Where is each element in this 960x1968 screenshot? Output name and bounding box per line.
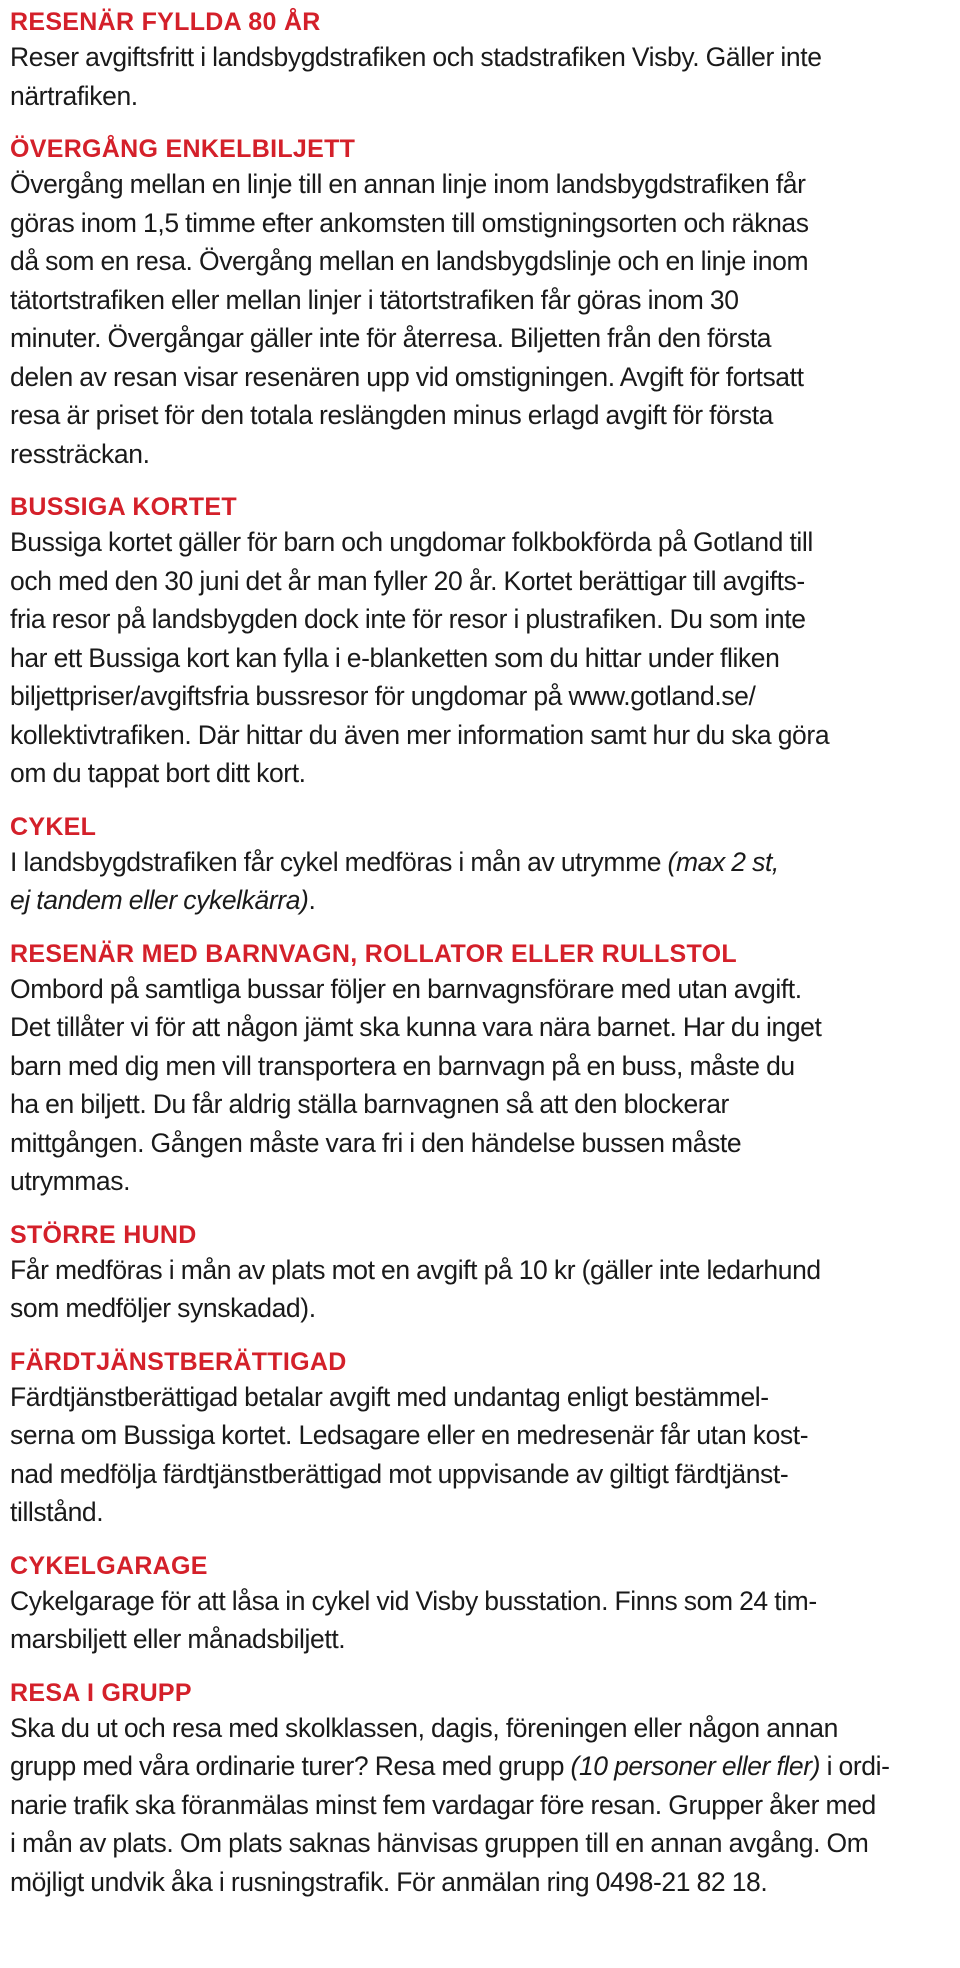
section-text-italic: (10 personer eller fler): [570, 1751, 821, 1781]
section-text-plain: I landsbygdstrafiken får cykel medföras i mån av utrymme: [10, 846, 668, 877]
section-cykel: [10, 811, 950, 920]
section-text: Övergång mellan en linje till en annan linje inom landsbygdstrafiken får göras inom 1,5 timme efter ankomsten till omstigningsorten och räknas då som en resa. Övergång mellan en landsbygdslinje och en linje inom tätortstrafiken eller mellan linjer i tätortstrafiken får göras inom 30 minuter. Övergångar gäller inte för återresa. Biljetten från den första delen av resan visar resenären upp vid omstigningen. Avgift för fortsatt resa är priset för den totala reslängden minus erlagd avgift för första ressträckan.: [10, 169, 809, 469]
section-text: [10, 843, 950, 920]
section-heading: RESA I GRUPP: [10, 1678, 192, 1707]
section-fardtjanst: [10, 1346, 950, 1532]
section-text-plain-end: i ordi- narie trafik ska föranmälas minst fem vardagar före resan. Grupper åker med i mån av plats. Om plats saknas hänvisas gruppen till en annan avgång. Om möjligt undvik åka i rusningstrafik. För anmälan ring 0498-21 82 18.: [10, 1751, 890, 1897]
section-text: Cykelgarage för att låsa in cykel vid Visby busstation. Finns som 24 tim- marsbiljett eller månadsbiljett.: [10, 1585, 817, 1654]
section-bussiga-kortet: [10, 491, 950, 793]
section-text-plain: Ska du ut och resa med skolklassen, dagis, föreningen eller någon annan grupp med våra ordinarie turer? Resa med grupp: [10, 1712, 838, 1781]
section-heading: RESENÄR FYLLDA 80 ÅR: [10, 8, 321, 36]
section-text: Får medföras i mån av plats mot en avgift på 10 kr (gäller inte ledarhund som medföljer synskadad).: [10, 1254, 821, 1323]
section-text: Färdtjänstberättigad betalar avgift med undantag enligt bestämmel- serna om Bussiga kortet. Ledsagare eller en medresenär får utan kost- nad medfölja färdtjänstberättigad mot uppvisande av giltigt färdtjänst- tillstånd.: [10, 1381, 809, 1527]
section-cykelgarage: [10, 1550, 950, 1659]
section-heading: STÖRRE HUND: [10, 1220, 197, 1249]
section-text: [10, 1709, 950, 1902]
section-heading: CYKEL: [10, 812, 97, 841]
section-heading: BUSSIGA KORTET: [10, 493, 237, 521]
section-heading: CYKELGARAGE: [10, 1551, 208, 1580]
section-resa-i-grupp: [10, 1677, 950, 1902]
section-text: Ombord på samtliga bussar följer en barnvagnsförare med utan avgift. Det tillåter vi för att någon jämt ska kunna vara nära barnet. Har du inget barn med dig men vill transportera en barnvagn på en buss, måste du ha en biljett. Du får aldrig ställa barnvagnen så att den blockerar mittgången. Gången måste vara fri i den händelse bussen måste utrymmas.: [10, 973, 822, 1196]
section-overgang-enkelbiljett: [10, 133, 950, 473]
section-text: Bussiga kortet gäller för barn och ungdomar folkbokförda på Gotland till och med den 30 juni det år man fyller 20 år. Kortet berättigar till avgifts- fria resor på landsbygden dock inte för resor i plustrafiken. Du som inte har ett Bussiga kort kan fylla i e-blanketten som du hittar under fliken biljettpriser/avgiftsfria bussresor för ungdomar på www.gotland.se/ kollektivtrafiken. Där hittar du även mer information samt hur du ska göra om du tappat bort ditt kort.: [10, 527, 830, 788]
section-heading: RESENÄR MED BARNVAGN, ROLLATOR ELLER RULLSTOL: [10, 939, 737, 968]
section-barnvagn-rollator: [10, 938, 950, 1201]
section-heading: ÖVERGÅNG ENKELBILJETT: [10, 135, 356, 163]
section-text-plain-end: .: [308, 885, 316, 915]
section-text-italic: (max 2 st, ej tandem eller cykelkärra): [10, 846, 779, 915]
section-storre-hund: [10, 1219, 950, 1328]
section-heading: FÄRDTJÄNSTBERÄTTIGAD: [10, 1347, 347, 1376]
section-text: Reser avgiftsfritt i landsbygdstrafiken och stadstrafiken Visby. Gäller inte närtrafiken.: [10, 42, 822, 111]
section-resenar-80: [10, 6, 950, 115]
